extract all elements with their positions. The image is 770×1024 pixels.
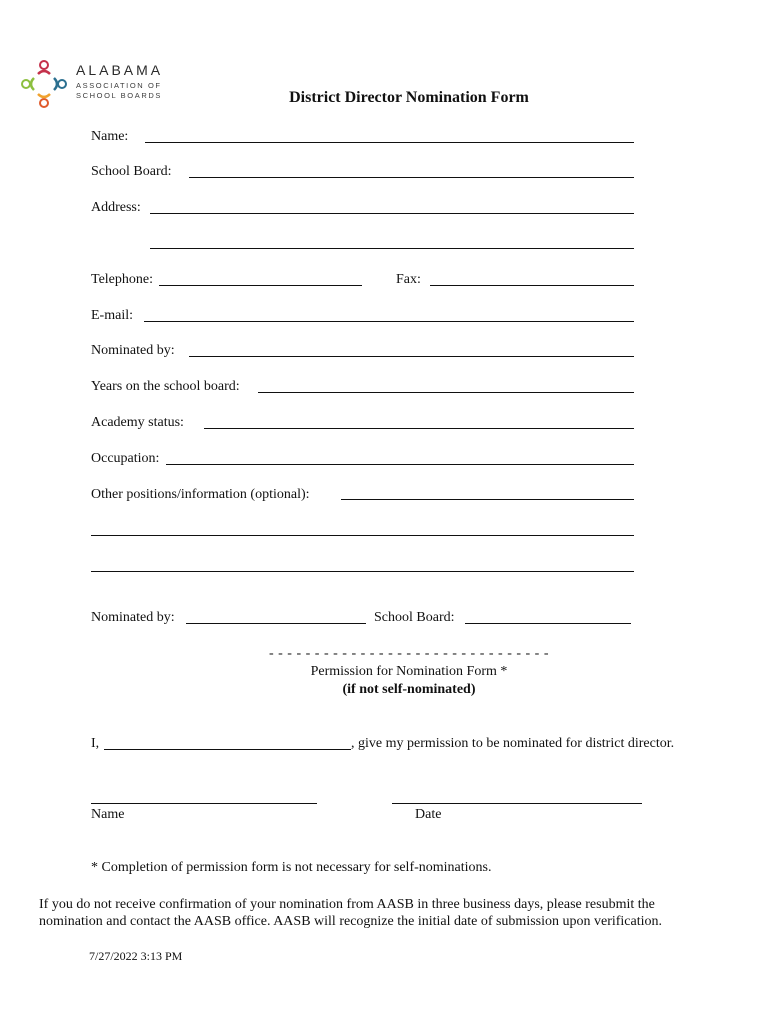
email-field[interactable] <box>144 321 634 322</box>
signature-name-label: Name <box>91 807 125 822</box>
logo-line-2: ASSOCIATION OF <box>76 81 162 90</box>
permission-heading: Permission for Nomination Form * <box>310 664 508 679</box>
address-label: Address: <box>91 200 141 215</box>
permission-note: * Completion of permission form is not necessary for self-nominations. <box>91 860 492 875</box>
logo-line-1: ALABAMA <box>76 62 164 78</box>
notice-line-2: nomination and contact the AASB office. AASB will recognize the initial date of submission upon verification. <box>39 914 663 929</box>
occupation-label: Occupation: <box>91 451 160 466</box>
name-field[interactable] <box>145 142 634 143</box>
telephone-label: Telephone: <box>91 272 153 287</box>
nominated-by-label: Nominated by: <box>91 343 175 358</box>
academy-status-label: Academy status: <box>91 415 184 430</box>
academy-status-field[interactable] <box>204 428 634 429</box>
address-field-line-1[interactable] <box>150 213 634 214</box>
fax-label: Fax: <box>396 272 421 287</box>
other-positions-field[interactable] <box>341 499 634 500</box>
logo-line-3: SCHOOL BOARDS <box>76 91 162 100</box>
other-positions-line-3[interactable] <box>91 571 634 572</box>
school-board-label: School Board: <box>91 164 172 179</box>
name-label: Name: <box>91 129 129 144</box>
occupation-field[interactable] <box>166 464 634 465</box>
years-label: Years on the school board: <box>91 379 240 394</box>
nominated-by-field[interactable] <box>189 356 634 357</box>
section-separator: - - - - - - - - - - - - - - - - - - - - - - - - - - - - - - - <box>268 646 550 661</box>
signature-date-label: Date <box>415 807 442 822</box>
footer-school-board-label: School Board: <box>374 610 455 625</box>
footer-nominated-by-field[interactable] <box>186 623 366 624</box>
school-board-field[interactable] <box>189 177 634 178</box>
timestamp: 7/27/2022 3:13 PM <box>89 949 183 963</box>
permission-subheading: (if not self-nominated) <box>342 682 476 697</box>
email-label: E-mail: <box>91 308 133 323</box>
signature-name-line[interactable] <box>91 803 317 804</box>
permission-name-field[interactable] <box>104 749 351 750</box>
address-field-line-2[interactable] <box>150 248 634 249</box>
permission-sentence: , give my permission to be nominated for district director. <box>351 736 675 751</box>
footer-school-board-field[interactable] <box>465 623 631 624</box>
telephone-field[interactable] <box>159 285 362 286</box>
notice-line-1: If you do not receive confirmation of your nomination from AASB in three business days, please resubmit the <box>39 897 655 912</box>
fax-field[interactable] <box>430 285 634 286</box>
footer-nominated-by-label: Nominated by: <box>91 610 175 625</box>
permission-prefix: I, <box>91 736 100 751</box>
signature-date-line[interactable] <box>392 803 642 804</box>
form-title: District Director Nomination Form <box>289 89 529 106</box>
other-positions-line-2[interactable] <box>91 535 634 536</box>
years-field[interactable] <box>258 392 634 393</box>
other-positions-label: Other positions/information (optional): <box>91 487 310 502</box>
